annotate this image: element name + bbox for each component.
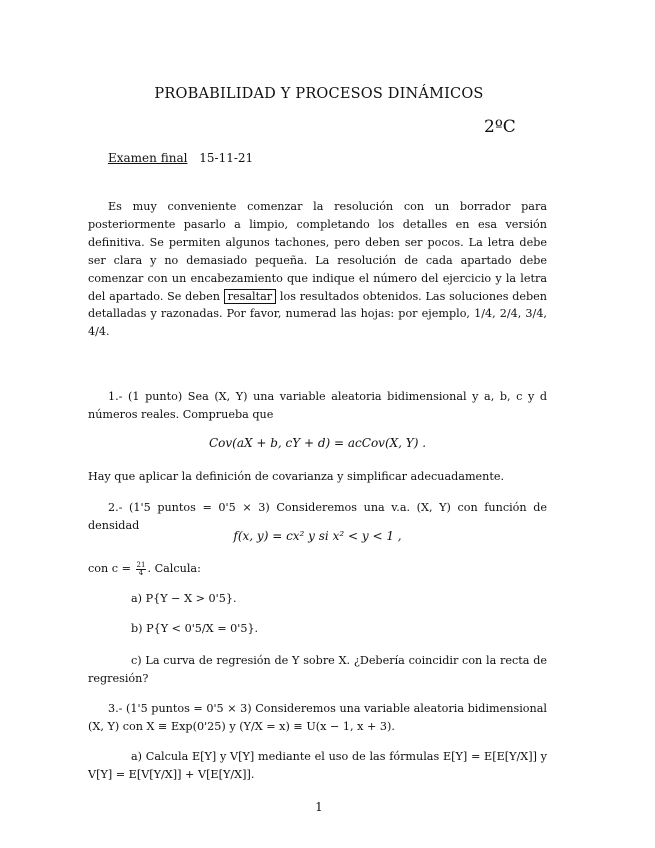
group-label: 2ºC [484,117,516,137]
problem2-formula: f(x, y) = cx² y si x² < y < 1 , [233,529,402,543]
problem2-part-a: a) P{Y − X > 0'5}. [131,592,237,605]
const-prefix: con c = [88,562,131,575]
const-denominator: 4 [138,568,144,577]
exam-info [108,151,253,165]
instructions-paragraph [88,198,547,341]
highlight-word: resaltar [224,289,276,304]
const-numerator: 21 [136,560,146,569]
exam-label: Examen final [108,151,188,165]
problem2-part-c: c) La curva de regresión de Y sobre X. ¿Debería coincidir con la recta de regresión? [88,654,547,685]
problem3-statement: 3.- (1'5 puntos = 0'5 × 3) Consideremos una variable aleatoria bidimensional (X, Y) con X ≡ Exp(0'25) y (Y/X = x) ≡ U(x − 1, x + 3). [88,702,547,733]
instructions-text: Es muy conveniente comenzar la resolución con un borrador para posteriormente pasarlo a limpio, completando los detalles en esa versión definitiva. Se permiten algunos tachones, pero deben ser pocos. La letra debe ser clara y no demasiado pequeña. La resolución de cada apartado debe comenzar con un encabezamiento que indique el número del ejercicio y la letra del apartado. Se deben [88,200,547,303]
const-fraction [136,562,147,577]
problem2-constant [88,560,547,578]
problem3-part-a: a) Calcula E[Y] y V[Y] mediante el uso de las fórmulas E[Y] = E[E[Y/X]] y V[Y] = E[V[Y/X]] + V[E[Y/X]]. [88,750,547,781]
exam-title: PROBABILIDAD Y PROCESOS DINÁMICOS [154,86,484,102]
problem2-statement: 2.- (1'5 puntos = 0'5 × 3) Consideremos una v.a. (X, Y) con función de densidad [88,501,547,532]
exam-date: 15-11-21 [199,151,254,165]
problem1-hint: Hay que aplicar la definición de covarianza y simplificar adecuadamente. [88,470,505,483]
problem1-statement: 1.- (1 punto) Sea (X, Y) una variable aleatoria bidimensional y a, b, c y d números reales. Comprueba que [88,390,547,421]
const-suffix: . Calcula: [147,562,201,575]
page-number: 1 [315,800,323,814]
problem1-formula: Cov(aX + b, cY + d) = acCov(X, Y) . [208,436,427,450]
problem2-part-b: b) P{Y < 0'5/X = 0'5}. [131,622,259,635]
instructions-text-end: los resultados obtenidos. Las soluciones deben detalladas y razonadas. Por favor, numerad las hojas: por ejemplo, 1/4, 2/4, 3/4, 4/4. [88,289,547,339]
